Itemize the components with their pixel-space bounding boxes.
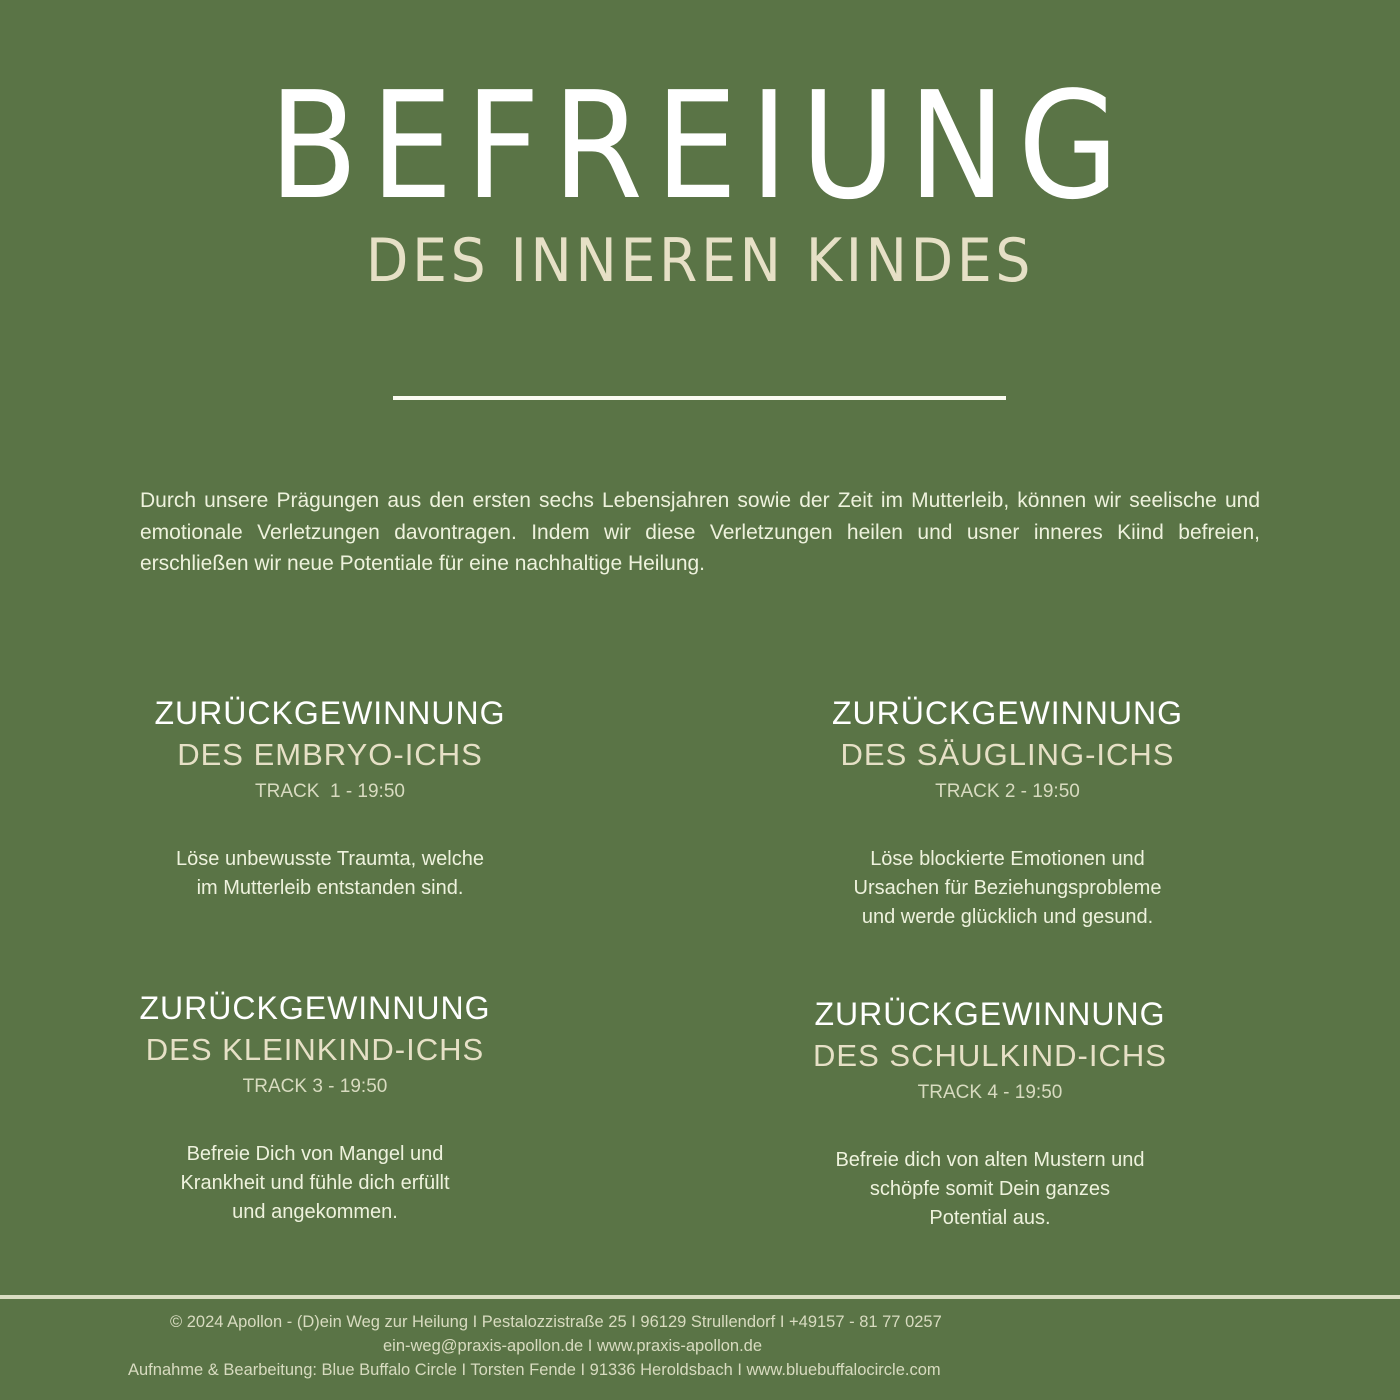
track-subheading: DES SÄUGLING-ICHS: [840, 737, 1175, 772]
track-description-line: schöpfe somit Dein ganzes: [869, 1178, 1111, 1200]
footer-contact: ein-weg@praxis-apollon.de I www.praxis-apollon.de: [383, 1337, 763, 1355]
track-description-line: Löse blockierte Emotionen und: [870, 848, 1145, 870]
track-description: [110, 845, 550, 903]
footer-divider: [0, 1295, 1400, 1299]
track-heading: ZURÜCKGEWINNUNG: [154, 695, 506, 731]
track-description-line: und angekommen.: [232, 1201, 398, 1223]
track-description-line: im Mutterleib entstanden sind.: [196, 877, 464, 899]
track-description-line: und werde glücklich und gesund.: [861, 906, 1154, 928]
track-card-1: [110, 693, 550, 903]
track-subheading: DES SCHULKIND-ICHS: [813, 1038, 1167, 1073]
track-meta: TRACK 4 - 19:50: [917, 1082, 1063, 1103]
track-heading: ZURÜCKGEWINNUNG: [814, 996, 1166, 1032]
title-divider: [393, 396, 1006, 400]
track-description-line: Potential aus.: [929, 1207, 1051, 1229]
track-description: [770, 1146, 1210, 1233]
track-description-line: Krankheit und fühle dich erfüllt: [180, 1172, 450, 1194]
track-description-line: Befreie dich von alten Mustern und: [835, 1149, 1145, 1171]
track-card-3: [95, 988, 535, 1227]
page-subtitle: DES INNEREN KINDES: [365, 226, 1035, 296]
track-description-line: Löse unbewusste Traumta, welche: [176, 848, 484, 870]
track-card-2: [790, 693, 1225, 932]
track-card-4: [770, 994, 1210, 1233]
track-heading: ZURÜCKGEWINNUNG: [139, 990, 491, 1026]
track-description-line: Ursachen für Beziehungsprobleme: [853, 877, 1162, 899]
footer-credits: Aufnahme & Bearbeitung: Blue Buffalo Circle I Torsten Fende I 91336 Heroldsbach I www.bluebuffalocircle.com: [128, 1361, 941, 1379]
track-heading: ZURÜCKGEWINNUNG: [832, 695, 1183, 731]
track-meta: TRACK 1 - 19:50: [255, 781, 405, 802]
track-description: [95, 1140, 535, 1227]
track-description-line: Befreie Dich von Mangel und: [186, 1143, 444, 1165]
track-subheading: DES EMBRYO-ICHS: [177, 737, 483, 772]
track-subheading: DES KLEINKIND-ICHS: [145, 1032, 485, 1067]
track-meta: TRACK 3 - 19:50: [242, 1076, 388, 1097]
footer-address: © 2024 Apollon - (D)ein Weg zur Heilung I Pestalozzistraße 25 I 96129 Strullendorf I +49157 - 81 77 0257: [170, 1313, 942, 1331]
track-description: [790, 845, 1225, 932]
track-meta: TRACK 2 - 19:50: [935, 781, 1080, 802]
intro-paragraph: Durch unsere Prägungen aus den ersten sechs Lebensjahren sowie der Zeit im Mutterleib, können wir seelische und emotionale Verletzungen davontragen. Indem wir diese Verletzungen heilen und usner inneres Kiind befreien, erschließen wir neue Potentiale für eine nachhaltige Heilung.: [140, 489, 1260, 575]
page-title: BEFREIUNG: [268, 60, 1132, 232]
